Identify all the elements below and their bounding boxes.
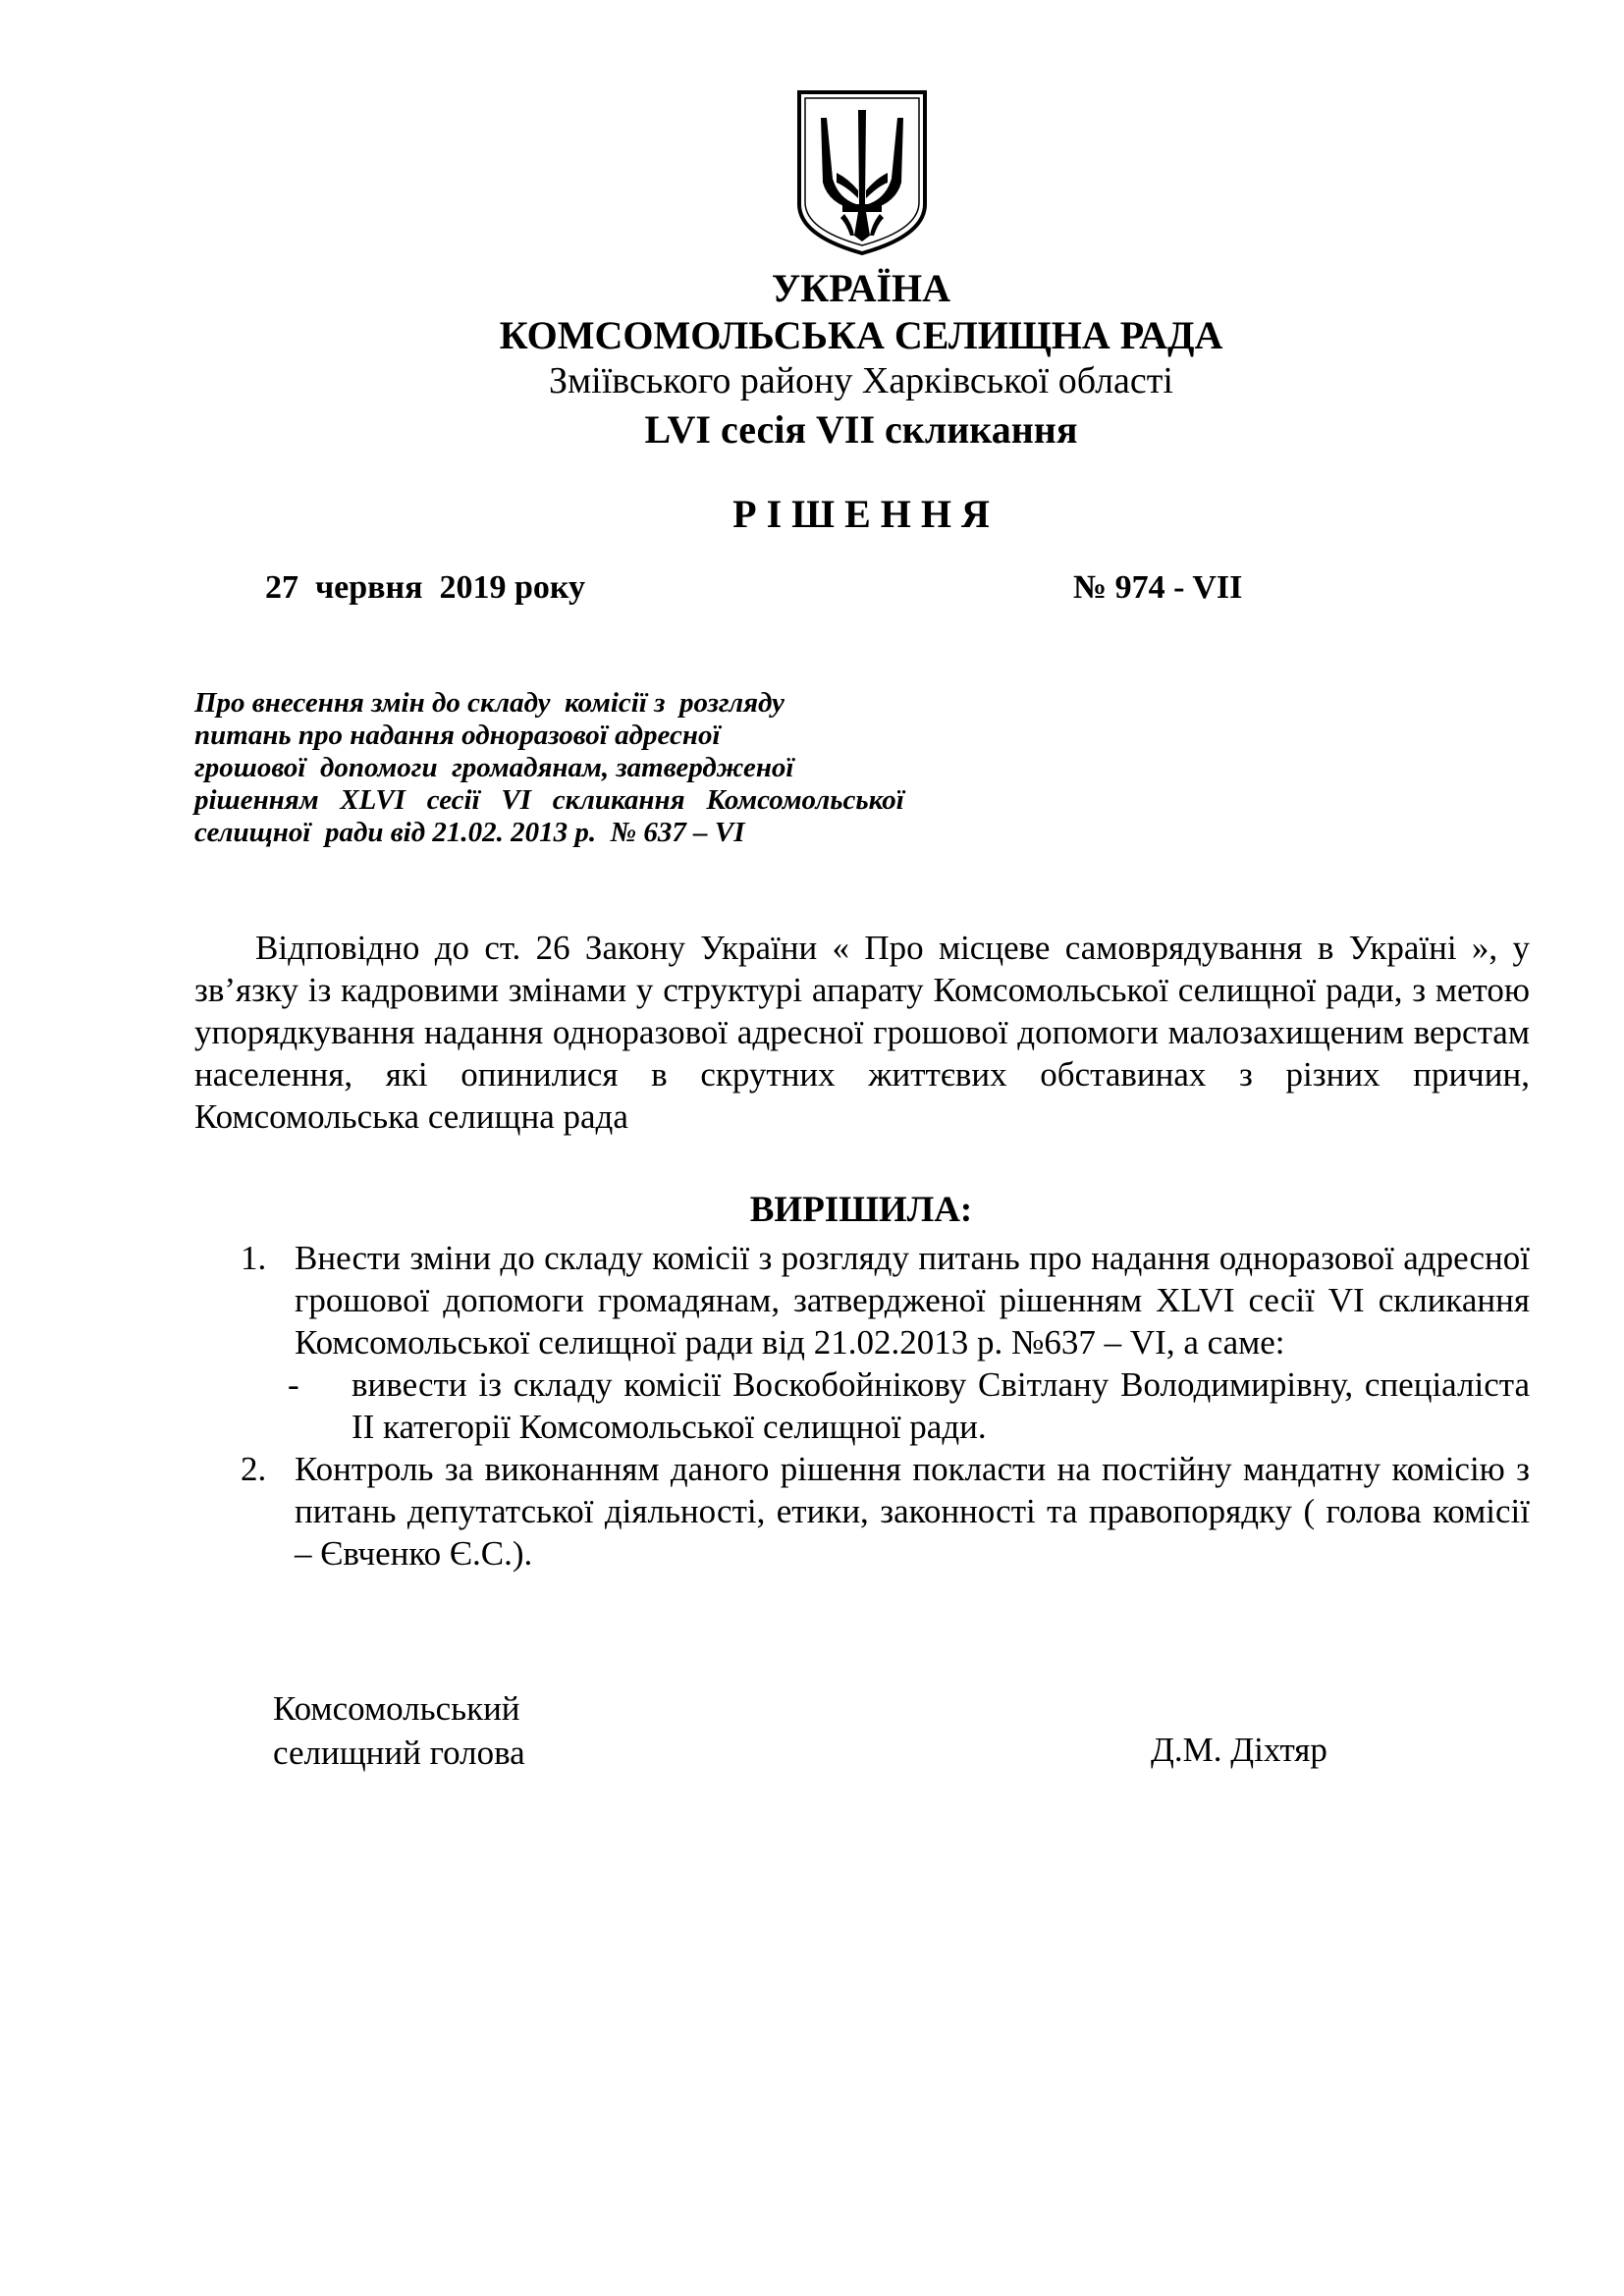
decision-number: № 974 - VII	[1073, 569, 1243, 606]
document-type: Р І Ш Е Н Н Я	[732, 492, 990, 536]
region-line: Зміївського району Харківської області	[549, 360, 1173, 401]
preamble-paragraph: Відповідно до ст. 26 Закону України « Про місцеве самоврядування в Україні », у зв’язку із кадровими змінами у структурі апарату Комсомольської селищної ради, з метою упорядкування надання одноразової адресної грошової допомоги малозахищеним верстам населення, які опинилися в скрутних життєвих обставинах з різних причин, Комсомольська селищна рада	[194, 929, 1530, 1136]
decision-item	[241, 1237, 1530, 1363]
subject-line: селищної ради від 21.02. 2013 р. № 637 – VI	[194, 817, 745, 848]
decision-items	[241, 1237, 1530, 1575]
item-number: 2.	[241, 1450, 267, 1488]
signatory-title-line: Комсомольський	[273, 1689, 520, 1728]
item-text: Контроль за виконанням даного рішення покласти на постійну мандатну комісію з питань депутатської діяльності, етики, законності та правопорядку ( голова комісії – Євченко Є.С.).	[295, 1450, 1530, 1573]
council-heading: КОМСОМОЛЬСЬКА СЕЛИЩНА РАДА	[499, 313, 1223, 357]
sub-item	[241, 1363, 1530, 1448]
decision-item	[241, 1448, 1530, 1575]
resolved-heading: ВИРІШИЛА:	[749, 1190, 973, 1230]
decision-subject	[194, 687, 980, 849]
signatory-title	[273, 1686, 525, 1775]
dash-marker: -	[288, 1365, 299, 1404]
subject-line: Про внесення змін до складу комісії з розгляду	[194, 687, 785, 719]
sub-item-text: вивести із складу комісії Воскобойнікову Світлану Володимирівну, спеціаліста ІІ категорії Комсомольської селищної ради.	[352, 1365, 1530, 1446]
trident-coat-of-arms-icon	[793, 88, 931, 257]
subject-line: питань про надання одноразової адресної	[194, 720, 721, 751]
item-text: Внести зміни до складу комісії з розгляду питань про надання одноразової адресної грошової допомоги громадянам, затвердженої рішенням XLVI сесії VI скликання Комсомольської селищної ради від 21.02.2013 р. №637 – VI, а саме:	[295, 1239, 1530, 1362]
country-heading: УКРАЇНА	[771, 266, 951, 310]
signatory-title-line: селищний голова	[273, 1734, 525, 1772]
subject-line: грошової допомоги громадянам, затвердженої	[194, 752, 794, 783]
decision-date: 27 червня 2019 року	[265, 569, 586, 606]
subject-line: рішенням XLVI сесії VI скликання Комсомольської	[194, 784, 904, 816]
session-line: LVI сесія VII скликання	[644, 407, 1078, 452]
item-number: 1.	[241, 1239, 267, 1277]
signatory-name: Д.М. Діхтяр	[1151, 1731, 1327, 1769]
